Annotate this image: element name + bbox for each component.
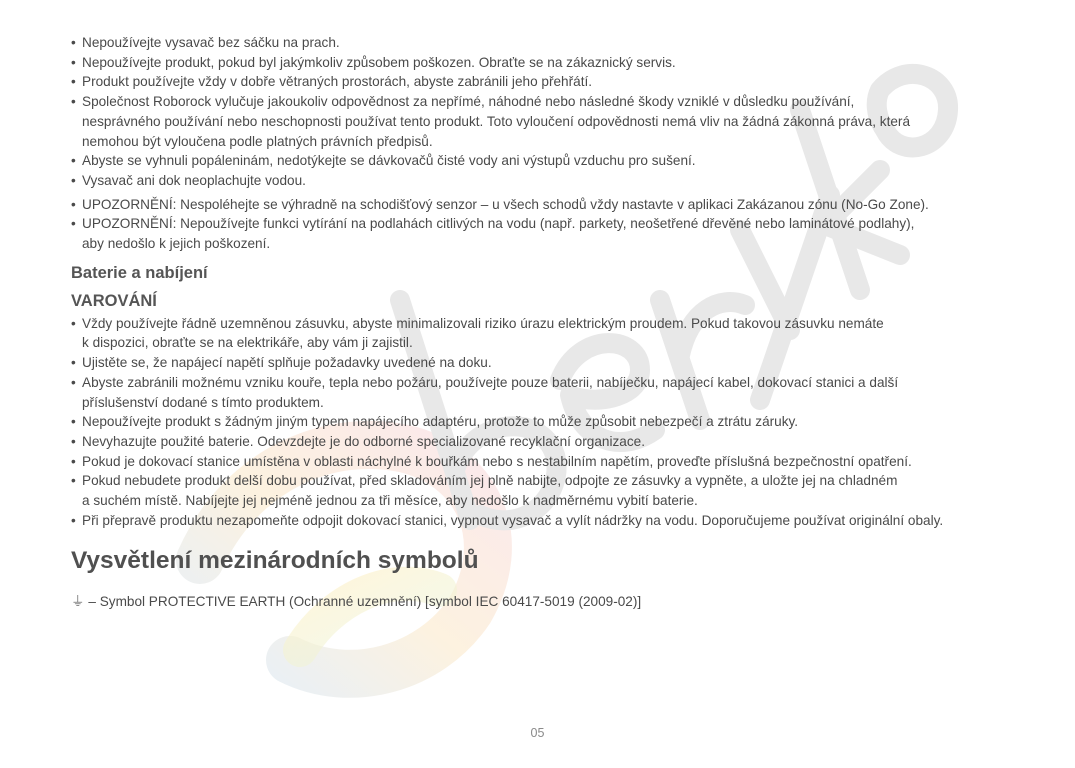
list-item: • Ujistěte se, že napájecí napětí splňuje požadavky uvedené na doku. bbox=[71, 353, 1011, 373]
list-item: • Společnost Roborock vylučuje jakoukoliv odpovědnost za nepřímé, náhodné nebo následné škody vzniklé v důsledku používání, nesprávného používání nebo neschopnosti používat tento produkt. Toto vyloučení odpovědnosti nemá vliv na žádná zákonná práva, která nemohou být vyloučena podle platných právních předpisů. bbox=[71, 92, 1011, 151]
list-item: • Abyste zabránili možnému vzniku kouře, tepla nebo požáru, používejte pouze baterii, nabíječku, napájecí kabel, dokovací stanici a další příslušenství dodané s tímto produktem. bbox=[71, 373, 1011, 412]
warning-heading: VAROVÁNÍ bbox=[71, 291, 157, 310]
page-number: 05 bbox=[530, 726, 545, 740]
battery-section-heading: Baterie a nabíjení bbox=[71, 263, 208, 282]
safety-list-general bbox=[71, 33, 1011, 254]
symbols-section-title: Vysvětlení mezinárodních symbolů bbox=[71, 547, 479, 575]
list-item: • Při přepravě produktu nezapomeňte odpojit dokovací stanici, vypnout vysavač a vylít nádržky na vodu. Doporučujeme používat originální obaly. bbox=[71, 511, 1011, 531]
list-item: • Nepoužívejte produkt, pokud byl jakýmkoliv způsobem poškozen. Obraťte se na zákaznický servis. bbox=[71, 53, 1011, 73]
list-item: • Produkt používejte vždy v dobře větraných prostorách, abyste zabránili jeho přehřátí. bbox=[71, 72, 1011, 92]
list-item: • Pokud nebudete produkt delší dobu používat, před skladováním jej plně nabijte, odpojte ze zásuvky a vypněte, a uložte jej na chladném a suchém místě. Nabíjejte jej nejméně jednou za tři měsíce, aby nedošlo k nadměrnému vybití baterie. bbox=[71, 471, 1011, 510]
list-item: • Vždy používejte řádně uzemněnou zásuvku, abyste minimalizovali riziko úrazu elektrickým proudem. Pokud takovou zásuvku nemáte k dispozici, obraťte se na elektrikáře, aby vám ji zajistil. bbox=[71, 314, 1011, 353]
list-item: • Vysavač ani dok neoplachujte vodou. bbox=[71, 171, 1011, 191]
list-item: • Nevyhazujte použité baterie. Odevzdejte je do odborné specializované recyklační organizace. bbox=[71, 432, 1011, 452]
document-page bbox=[71, 33, 1011, 612]
list-item: • UPOZORNĚNÍ: Nepoužívejte funkci vytírání na podlahách citlivých na vodu (např. parkety, neošetřené dřevěné nebo laminátové podlahy), aby nedošlo k jejich poškození. bbox=[71, 214, 1011, 253]
list-item: • Pokud je dokovací stanice umístěna v oblasti náchylné k bouřkám nebo s nestabilním napětím, proveďte příslušná bezpečnostní opatření. bbox=[71, 452, 1011, 472]
list-item: • Nepoužívejte vysavač bez sáčku na prach. bbox=[71, 33, 1011, 53]
list-item: • Abyste se vyhnuli popáleninám, nedotýkejte se dávkovačů čisté vody ani výstupů vzduchu pro sušení. bbox=[71, 151, 1011, 171]
protective-earth-symbol-line: ⏚ – Symbol PROTECTIVE EARTH (Ochranné uzemnění) [symbol IEC 60417-5019 (2009-02)] bbox=[71, 594, 642, 610]
safety-list-battery bbox=[71, 314, 1011, 531]
list-item: • UPOZORNĚNÍ: Nespoléhejte se výhradně na schodišťový senzor – u všech schodů vždy nastavte v aplikaci Zakázanou zónu (No-Go Zone). bbox=[71, 195, 1011, 215]
list-item: • Nepoužívejte produkt s žádným jiným typem napájecího adaptéru, protože to může způsobit nebezpečí a ztrátu záruky. bbox=[71, 412, 1011, 432]
